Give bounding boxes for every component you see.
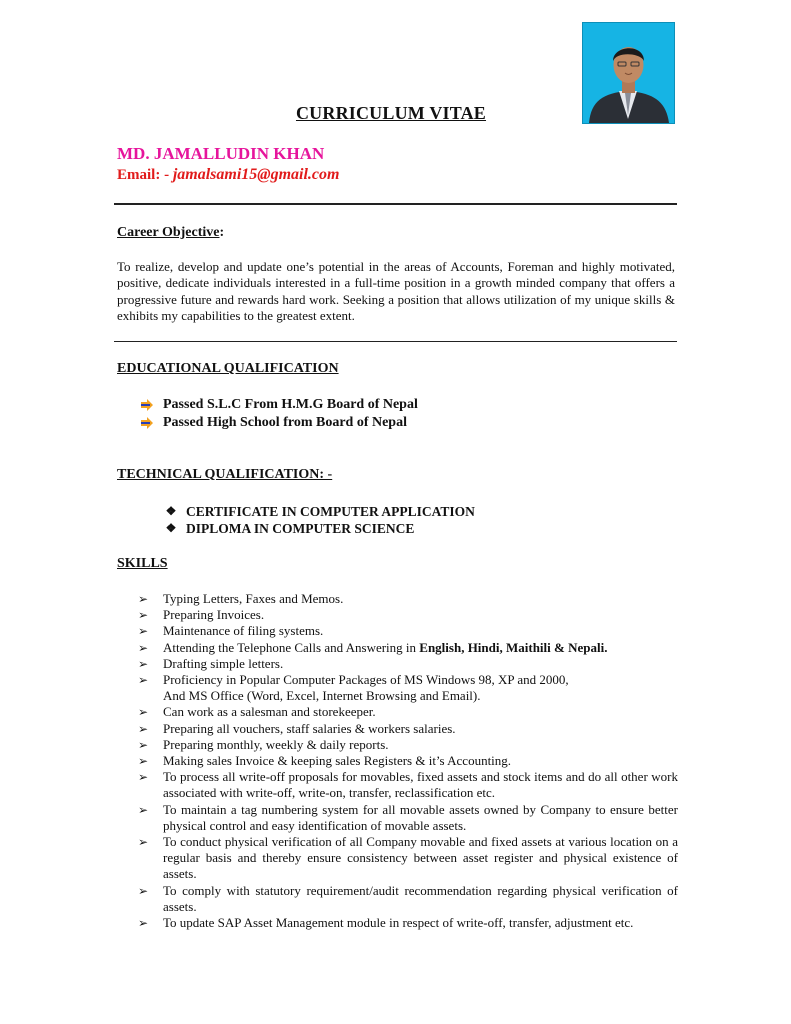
technical-list: [164, 503, 475, 537]
arrow-bullet-icon: ➢: [138, 640, 149, 655]
header-divider: [114, 203, 677, 205]
skill-text: To update SAP Asset Management module in respect of write-off, transfer, adjustment etc.: [163, 915, 634, 931]
education-item-text: Passed S.L.C From H.M.G Board of Nepal: [163, 397, 418, 412]
pointer-bullet-icon: [140, 417, 154, 429]
email-address[interactable]: jamalsami15@gmail.com: [172, 166, 340, 183]
candidate-name: MD. JAMALLUDIN KHAN: [117, 144, 325, 163]
list-item: [138, 721, 678, 737]
career-heading-text: Career Objective: [117, 225, 220, 240]
list-item: [138, 672, 678, 704]
list-item: [138, 704, 678, 720]
skill-text: To maintain a tag numbering system for all movable assets owned by Company to ensure better physical control and easy identification of movable assets.: [163, 801, 678, 833]
arrow-bullet-icon: ➢: [138, 624, 149, 639]
skill-text: [163, 672, 678, 704]
skill-text: Making sales Invoice & keeping sales Registers & it’s Accounting.: [163, 753, 512, 769]
skill-text: Preparing all vouchers, staff salaries & workers salaries.: [163, 720, 456, 736]
list-item: [138, 753, 678, 769]
list-item: [138, 737, 678, 753]
skill-text-plain: Attending the Telephone Calls and Answering in: [163, 639, 420, 655]
arrow-bullet-icon: ➢: [138, 802, 149, 817]
list-item: [138, 834, 678, 883]
diamond-bullet-icon: ❖: [165, 521, 177, 535]
arrow-bullet-icon: ➢: [138, 673, 149, 688]
list-item: [164, 503, 475, 520]
arrow-bullet-icon: ➢: [138, 721, 149, 736]
list-item: [138, 607, 678, 623]
email-line: [117, 166, 339, 184]
skills-list: [138, 591, 678, 931]
technical-heading: TECHNICAL QUALIFICATION: -: [117, 467, 333, 482]
arrow-bullet-icon: ➢: [138, 835, 149, 850]
list-item: [138, 802, 678, 834]
skill-text: Drafting simple letters.: [163, 655, 284, 671]
career-objective-heading: [117, 225, 224, 241]
skill-line: Proficiency in Popular Computer Packages of MS Windows 98, XP and 2000,: [163, 672, 569, 688]
list-item: [138, 623, 678, 639]
education-list: [140, 396, 418, 432]
skill-text: Preparing Invoices.: [163, 607, 265, 623]
diamond-bullet-icon: ❖: [165, 504, 177, 518]
arrow-bullet-icon: ➢: [138, 754, 149, 769]
arrow-bullet-icon: ➢: [138, 705, 149, 720]
arrow-bullet-icon: ➢: [138, 770, 149, 785]
skill-text: Preparing monthly, weekly & daily reports.: [163, 736, 389, 752]
list-item: [140, 396, 418, 414]
skills-heading: SKILLS: [117, 556, 168, 571]
arrow-bullet-icon: ➢: [138, 656, 149, 671]
skill-text: To process all write-off proposals for movables, fixed assets and stock items and do all other work associated with write-off, write-on, transfer, reclassification etc.: [163, 769, 678, 801]
education-heading: EDUCATIONAL QUALIFICATION: [117, 361, 339, 376]
arrow-bullet-icon: ➢: [138, 592, 149, 606]
technical-item-text: CERTIFICATE IN COMPUTER APPLICATION: [186, 503, 475, 519]
arrow-bullet-icon: ➢: [138, 608, 149, 623]
list-item: [138, 656, 678, 672]
skill-languages: English, Hindi, Maithili & Nepali.: [419, 639, 608, 655]
arrow-bullet-icon: ➢: [138, 883, 149, 898]
list-item: [138, 915, 678, 931]
skill-text: [163, 640, 678, 656]
skill-text: To comply with statutory requirement/audit recommendation regarding physical verification of assets.: [163, 882, 678, 914]
skill-line: And MS Office (Word, Excel, Internet Browsing and Email).: [163, 688, 481, 704]
list-item: [140, 414, 418, 432]
skill-text: Can work as a salesman and storekeeper.: [163, 704, 376, 720]
skill-text: To conduct physical verification of all Company movable and fixed assets at various location on a regular basis and thereby ensure consistency between asset register and physical existence of assets.: [163, 834, 678, 882]
arrow-bullet-icon: ➢: [138, 916, 149, 931]
education-item-text: Passed High School from Board of Nepal: [163, 415, 407, 430]
arrow-bullet-icon: ➢: [138, 737, 149, 752]
skill-text: Maintenance of filing systems.: [163, 623, 324, 639]
list-item: [138, 883, 678, 915]
pointer-bullet-icon: [140, 399, 154, 411]
list-item: [138, 591, 678, 607]
list-item: [138, 769, 678, 801]
list-item: [164, 520, 475, 537]
technical-item-text: DIPLOMA IN COMPUTER SCIENCE: [186, 520, 415, 536]
document-title: CURRICULUM VITAE: [295, 103, 487, 123]
career-heading-colon: :: [219, 225, 225, 240]
skill-text: Typing Letters, Faxes and Memos.: [163, 591, 344, 606]
list-item: [138, 640, 678, 656]
career-objective-text: To realize, develop and update one’s potential in the areas of Accounts, Foreman and highly motivated, positive, dedicate individuals interested in a full-time position in a growth minded company that offers a progressive future and rewards hard work. Seeking a position that allows utilization of my unique skills & exhibits my capabilities to the greatest extent.: [117, 259, 675, 323]
section-divider: [114, 341, 677, 342]
email-label: Email: -: [117, 167, 173, 183]
